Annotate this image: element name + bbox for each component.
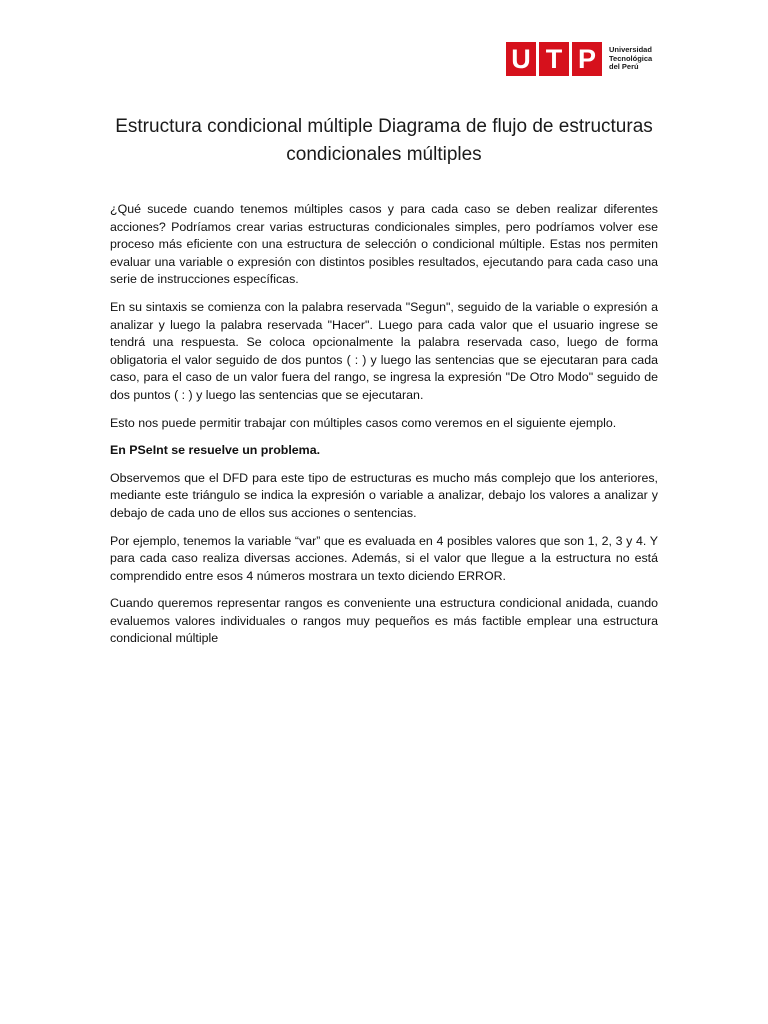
document-title: Estructura condicional múltiple Diagrama de flujo de estructuras condicionales múltiples (115, 116, 653, 165)
paragraph-dfd: Observemos que el DFD para este tipo de estructuras es mucho más complejo que los anteriores, mediante este triángulo se indica la expresión o variable a analizar, debajo los valores a analizar y debajo de cada uno de ellos sus acciones o sentencias. (110, 470, 658, 520)
paragraph-example: Por ejemplo, tenemos la variable “var” que es evaluada en 4 posibles valores que son 1, 2, 3 y 4. Y para cada caso realiza diversas acciones. Además, si el valor que llegue a la estructura no está comprendido entre esos 4 números mostrara un texto diciendo ERROR. (110, 533, 658, 583)
paragraph-intro: ¿Qué sucede cuando tenemos múltiples casos y para cada caso se deben realizar diferentes acciones? Podríamos crear varias estructuras condicionales simples, pero podríamos volver ese proceso más eficiente con una estructura de selección o condicional múltiple. Estas nos permiten evaluar una variable o expresión con distintos posibles resultados, ejecutando para cada caso una serie de instrucciones específicas. (110, 202, 658, 287)
logo-line-2: Tecnológica (609, 53, 653, 63)
document-body (110, 201, 658, 658)
logo-line-1: Universidad (609, 45, 652, 55)
paragraph-pseint-heading: En PSeInt se resuelve un problema. (110, 443, 321, 458)
logo-wordmark (609, 46, 652, 72)
utp-logo (506, 42, 652, 76)
logo-letter-t: T (539, 42, 569, 76)
logo-letter-p: P (572, 42, 602, 76)
logo-line-3: del Perú (609, 62, 639, 72)
logo-letter-u: U (506, 42, 536, 76)
paragraph-syntax: En su sintaxis se comienza con la palabra reservada "Segun", seguido de la variable o expresión a analizar y luego la palabra reservada "Hacer". Luego para cada valor que el usuario ingrese se tendrá una respuesta. Se coloca opcionalmente la palabra reservada caso, luego de forma obligatoria el valor seguido de dos puntos ( : ) y luego las sentencias que se ejecutaran para cada caso, para el caso de un valor fuera del rango, se ingresa la expresión "De Otro Modo" seguido de dos puntos ( : ) y luego las sentencias que se ejecutaran. (110, 299, 658, 402)
paragraph-example-intro: Esto nos puede permitir trabajar con múltiples casos como veremos en el siguiente ejemplo. (110, 415, 617, 430)
paragraph-conclusion: Cuando queremos representar rangos es conveniente una estructura condicional anidada, cuando evaluemos valores individuales o rangos muy pequeños es más factible emplear una estructura condicional múltiple (110, 596, 658, 646)
